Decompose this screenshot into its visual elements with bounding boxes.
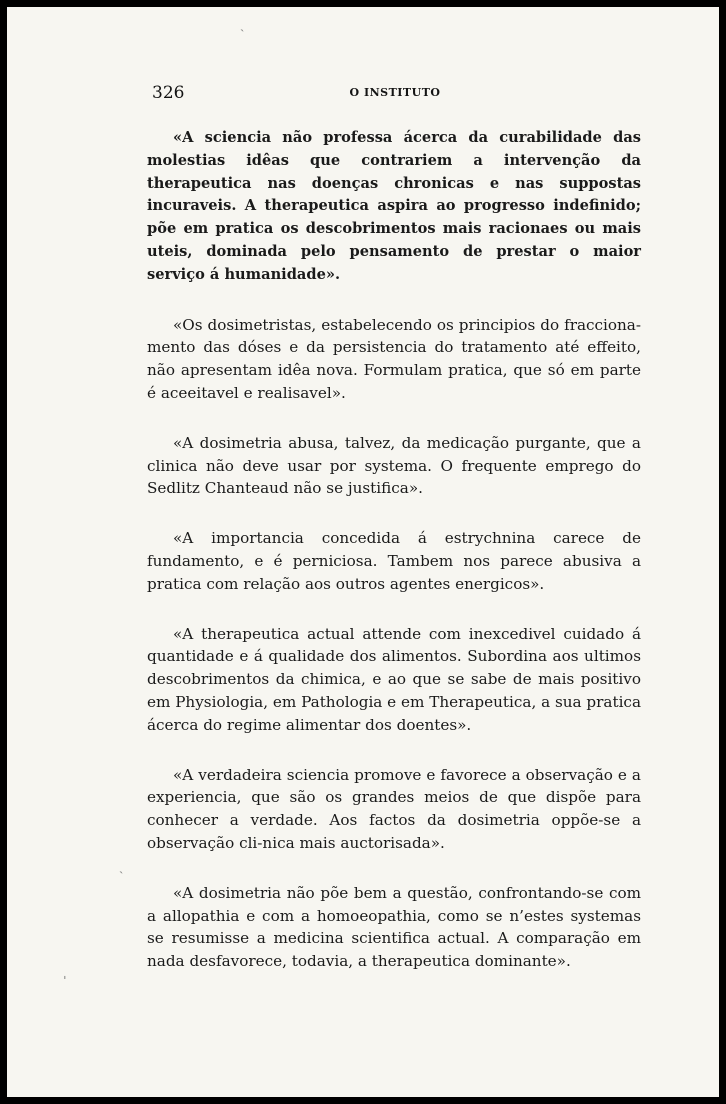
book-page bbox=[7, 7, 719, 1097]
ink-speck: ˏ bbox=[119, 860, 124, 875]
ink-speck: ˈ bbox=[63, 975, 67, 990]
paragraph: «A importancia concedida á estrychnina carece de fundamento, e é perniciosa. Tambem nos parece abusiva a pratica com relação aos outros agentes energicos». bbox=[147, 529, 641, 593]
page-header bbox=[150, 81, 640, 107]
paragraph: «A therapeutica actual attende com inexcedivel cuidado á quantidade e á qualidade dos alimentos. Subordina aos ultimos descobrimentos da chimica, e ao que se sabe de mais positivo em Physiologia, em Pathologia e em Therapeutica, a sua pratica ácerca do regime alimentar dos doentes». bbox=[147, 624, 641, 734]
paragraph: «A verdadeira sciencia promove e favorece a observação e a experiencia, que são os grandes meios de que dispõe para conhecer a verdade. Aos factos da dosimetria oppõe-se a observação cli-nica mais auctorisada». bbox=[147, 765, 641, 852]
paragraph: «A dosimetria não põe bem a questão, confrontando-se com a allopathia e com a homoeopathia, como se n’estes systemas se resumisse a medicina scientifica actual. A comparação em nada desfavorece, todavia, a therapeutica dominante». bbox=[147, 883, 641, 971]
ink-speck: ˏ bbox=[240, 18, 245, 33]
page-number: 326 bbox=[152, 83, 185, 103]
running-title: O INSTITUTO bbox=[349, 86, 441, 99]
body-text bbox=[147, 127, 641, 1000]
paragraph: «Os dosimetristas, estabelecendo os principios do fracciona-mento das dóses e da persistencia do tratamento até effeito, não apresentam idêa nova. Formulam pratica, que só em parte é aceeitavel e realisavel». bbox=[147, 315, 641, 402]
paragraph: «A dosimetria abusa, talvez, da medicação purgante, que a clinica não deve usar por systema. O frequente emprego do Sedlitz Chanteaud não se justifica». bbox=[147, 433, 641, 498]
paragraph: «A sciencia não professa ácerca da curabilidade das molestias idêas que contrariem a intervenção da therapeutica nas doenças chronicas e nas suppostas incuraveis. A therapeutica aspira ao progresso indefinido; põe em pratica os descobrimentos mais racionaes ou mais uteis, dominada pelo pensamento de prestar o maior serviço á humanidade». bbox=[147, 129, 641, 283]
